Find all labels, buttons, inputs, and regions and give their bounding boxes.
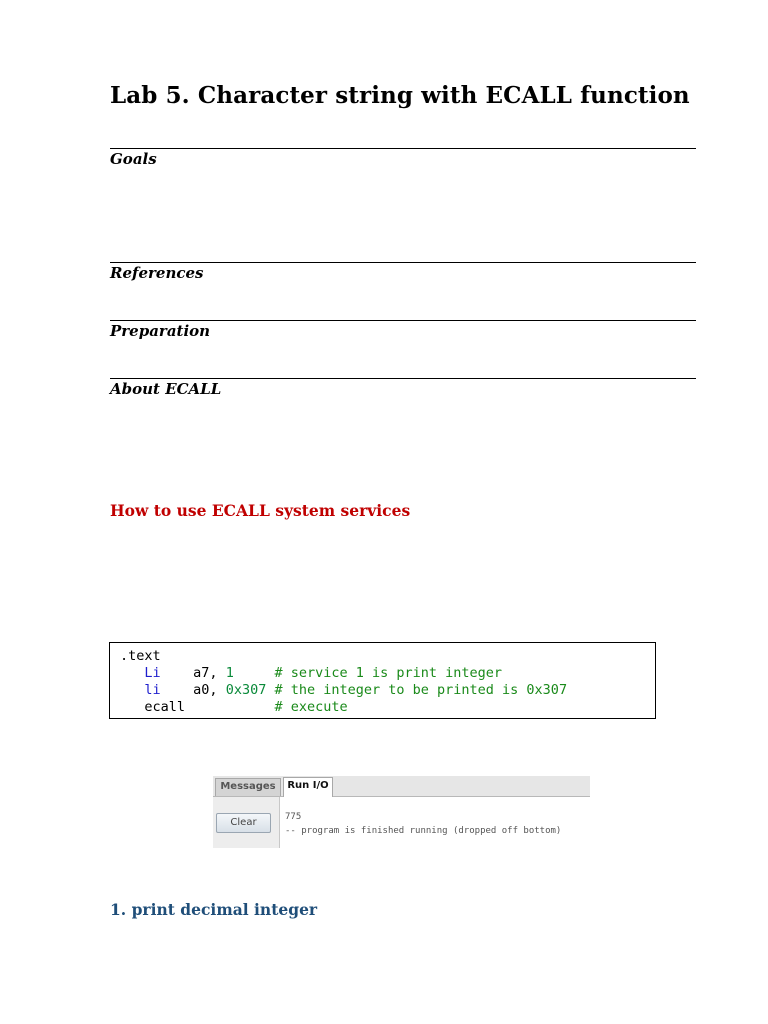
code-immediate: 0x307 xyxy=(225,682,267,698)
tab-messages[interactable]: Messages xyxy=(215,778,281,796)
tab-run-io[interactable]: Run I/O xyxy=(283,777,333,797)
section-heading-references: References xyxy=(110,264,204,282)
code-line-2 xyxy=(120,665,645,682)
clear-button[interactable]: Clear xyxy=(216,813,271,833)
code-opcode: ecall xyxy=(144,699,186,715)
io-output xyxy=(285,810,561,838)
code-comment: # execute xyxy=(274,699,348,715)
io-side-pane xyxy=(213,797,280,848)
section-heading-goals: Goals xyxy=(110,150,157,168)
tab-bar xyxy=(213,776,590,797)
code-opcode: Li xyxy=(144,665,161,681)
how-to-heading: How to use ECALL system services xyxy=(110,501,411,520)
section-divider xyxy=(110,378,696,379)
section-divider xyxy=(110,148,696,149)
code-directive: .text xyxy=(120,648,161,664)
section-divider xyxy=(110,262,696,263)
code-line-1 xyxy=(120,648,645,665)
section-divider xyxy=(110,320,696,321)
code-line-3 xyxy=(120,682,645,699)
subheading-print-decimal-integer: 1. print decimal integer xyxy=(110,900,318,919)
code-line-4 xyxy=(120,699,645,716)
code-register: a7, xyxy=(193,665,226,681)
code-opcode: li xyxy=(144,682,161,698)
code-immediate: 1 xyxy=(225,665,234,681)
code-comment: # the integer to be printed is 0x307 xyxy=(274,682,568,698)
output-status: -- program is finished running (dropped off bottom) xyxy=(285,826,562,836)
section-heading-about-ecall: About ECALL xyxy=(110,380,222,398)
section-heading-preparation: Preparation xyxy=(110,322,211,340)
code-register: a0, xyxy=(193,682,226,698)
page-title: Lab 5. Character string with ECALL function xyxy=(110,82,690,109)
output-value: 775 xyxy=(285,812,302,822)
code-comment: # service 1 is print integer xyxy=(274,665,503,681)
run-io-screenshot xyxy=(213,776,590,848)
code-block xyxy=(109,642,656,719)
